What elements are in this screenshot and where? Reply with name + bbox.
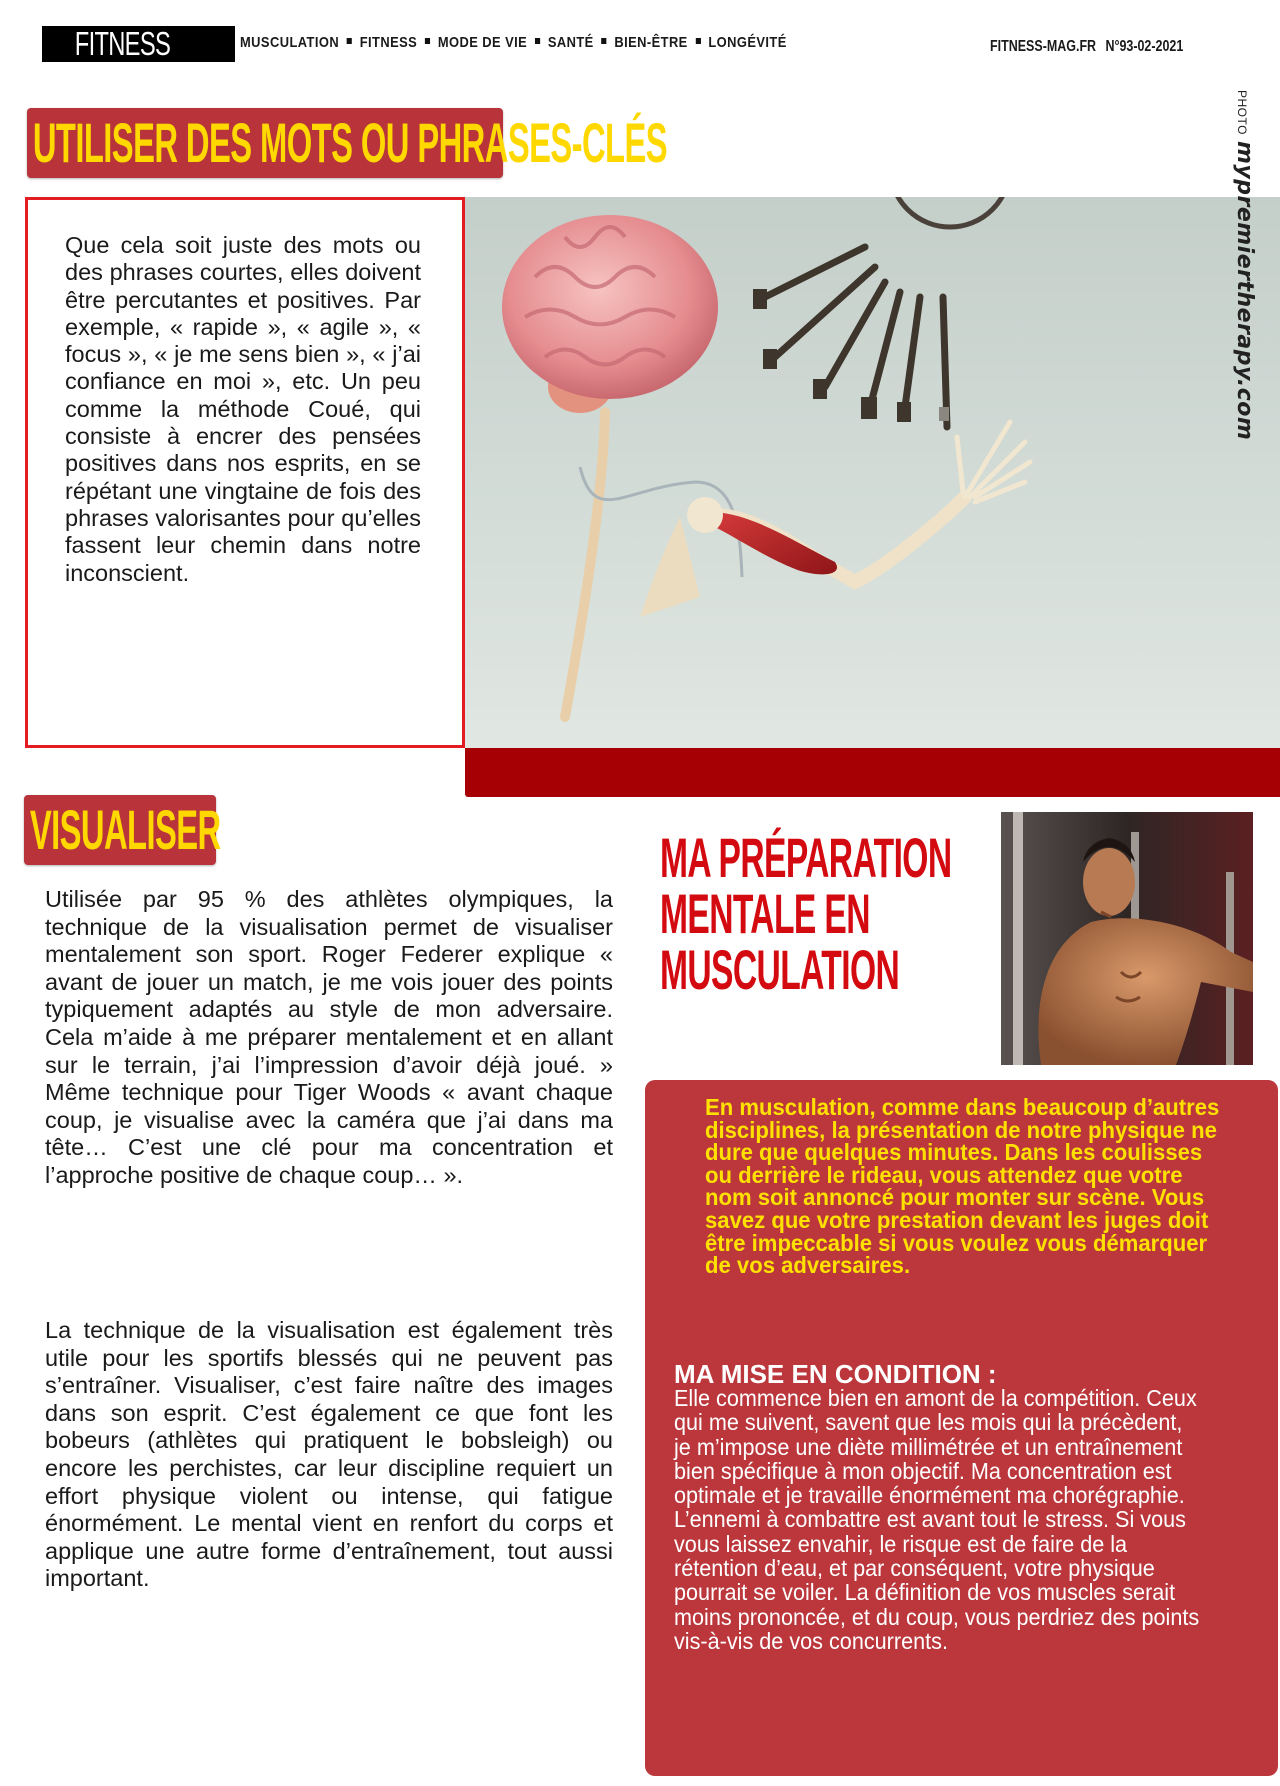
sidebar-box: [645, 1080, 1278, 1776]
brain-keys-illustration: [465, 197, 1280, 748]
title-line-3: MUSCULATION: [660, 938, 900, 1001]
separator-square-icon: [347, 38, 352, 44]
bodybuilder-image: [1001, 812, 1253, 1065]
article-title: [660, 826, 1000, 1001]
logo-text: FITNESS MAG: [74, 25, 171, 98]
brain-arm-keys-image: [465, 197, 1280, 748]
separator-square-icon: [601, 38, 606, 44]
site-url: FITNESS-MAG.FR: [990, 38, 1097, 55]
issue-number: N°93-02-2021: [1105, 38, 1184, 55]
section-heading-keywords: [27, 108, 667, 178]
sidebar-body: Elle commence bien en amont de la compétition. Ceux qui me suivent, savent que les mois qui la précèdent, je m’impose une diète millimétrée et un entraînement bien spécifique à mon objectif. Ma concentration est optimale et je travaille énormément ma chorégraphie. L’ennemi à combattre est avant tout le stress. Si vous vous laissez envahir, le risque est de faire de la rétention d’eau, et par conséquent, votre physique pourrait se voiler. La définition de vos muscles serait moins prononcée, et du coup, vous perdriez des points vis-à-vis de vos concurrents.: [674, 1385, 1200, 1654]
nav-item-longevite: LONGÉVITÉ: [708, 34, 787, 51]
title-line-1: MA PRÉPARATION: [660, 826, 952, 889]
nav-item-sante: SANTÉ: [547, 34, 594, 51]
visualiser-paragraph-1: Utilisée par 95 % des athlètes olympiques, la technique de la visualisation permet de visualiser mentalement son sport. Roger Federer explique « avant de jouer un match, je me vois jouer des points typiquement adaptés au style de mon adversaire. Cela m’aide à me préparer mentalement et en allant sur le terrain, j’ai l’impression d’avoir déjà joué. » Même technique pour Tiger Woods « avant chaque coup, je visualise avec la caméra que j’ai dans ma tête… C’est une clé pour ma concentration et l’approche positive de chaque coup… ».: [45, 886, 613, 1188]
visualiser-paragraph-2: La technique de la visualisation est également très utile pour les sportifs blessés qui ne peuvent pas s’entraîner. Visualiser, c’est faire naître des images dans son esprit. C’est également ce que font les bobeurs (athlètes qui pratiquent le bobsleigh) ou encore les perchistes, car leur discipline requiert un effort physique violent ou intense, qui fatigue énormément. Le mental vient en renfort du corps et applique une autre forme d’entraînement, tout aussi important.: [45, 1317, 613, 1592]
skeleton-hand: [957, 422, 1030, 502]
photo-credit-site: mypremiertherapy.com: [1232, 140, 1257, 441]
nav-item-mode-de-vie: MODE DE VIE: [437, 34, 528, 51]
keys: [765, 247, 947, 427]
photo-credit-prefix: PHOTO: [1235, 90, 1249, 135]
magazine-logo: [42, 25, 235, 98]
separator-square-icon: [695, 38, 700, 44]
biceps-muscle: [715, 512, 837, 574]
sidebar-subheading: MA MISE EN CONDITION :: [674, 1359, 997, 1389]
separator-square-icon: [535, 38, 540, 44]
nav-item-musculation: MUSCULATION: [240, 34, 340, 51]
nav-item-bien-etre: BIEN-ÊTRE: [614, 34, 688, 51]
decorative-red-bar: [465, 748, 1280, 797]
nav-item-fitness: FITNESS: [359, 34, 418, 51]
key-ring: [890, 197, 1010, 227]
keywords-body: Que cela soit juste des mots ou des phrases courtes, elles doivent être percutantes et positives. Par exemple, « rapide », « agile », « focus », « je me sens bien », « j’ai confiance en moi », etc. Un peu comme la méthode Coué, qui consiste à encrer des pensées positives dans nos esprits, en se répétant une vingtaine de fois des phrases valorisantes pour qu’elles fassent leur chemin dans notre inconscient.: [65, 232, 421, 586]
heading-text: VISUALISER: [29, 798, 221, 861]
athlete-photo: [1001, 812, 1253, 1065]
section-nav: [240, 34, 787, 51]
issue-info: [990, 38, 1183, 56]
sidebar-lead: En musculation, comme dans beaucoup d’autres disciplines, la présentation de notre physique ne dure que quelques minutes. Dans les coulisses ou derrière le rideau, vous attendez que votre nom soit annoncé pour monter sur scène. Vous savez que votre prestation devant les juges doit être impeccable si vous voulez vous démarquer de vos adversaires.: [705, 1094, 1220, 1279]
section-heading-visualiser: [24, 795, 221, 865]
spinal-cord: [565, 412, 605, 717]
brain: [502, 215, 718, 399]
separator-square-icon: [425, 38, 430, 44]
scapula: [640, 517, 700, 617]
title-line-2: MENTALE EN: [660, 882, 870, 945]
heading-text: UTILISER DES MOTS OU PHRASES-CLÉS: [32, 111, 667, 174]
keywords-text-box: [25, 197, 465, 748]
photo-credit: [1227, 90, 1257, 441]
